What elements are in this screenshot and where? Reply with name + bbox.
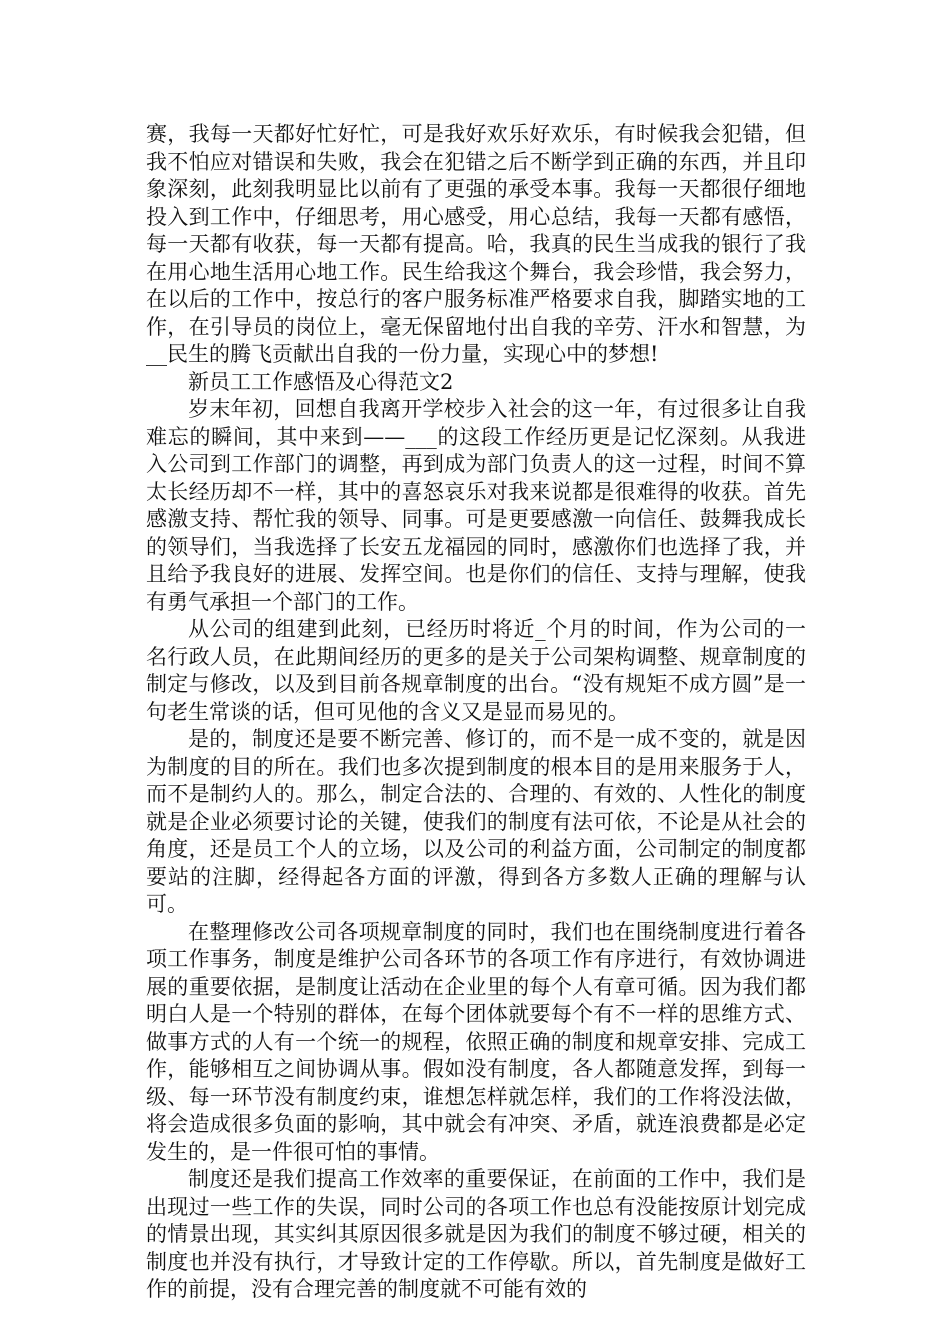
paragraph-5: 制度还是我们提高工作效率的重要保证，在前面的工作中，我们是出现过一些工作的失误，同时公司的各项工作也总有没能按原计划完成的情景出现，其实纠其原因很多就是因为我们的制度不够过硬，相关的制度也并没有执行，才导致计定的工作停歇。所以，首先制度是做好工作的前提，没有合理完善的制度就不可能有效的 (146, 1167, 806, 1301)
section-heading: 新员工工作感悟及心得范文2 (188, 369, 454, 394)
document-body (146, 121, 806, 1304)
paragraph-4: 在整理修改公司各项规章制度的同时，我们也在围绕制度进行着各项工作事务，制度是维护公司各环节的各项工作有序进行，有效协调进展的重要依据，是制度让活动在企业里的每个人有章可循。因为我们都明白人是一个特别的群体，在每个团体就要每个有不一样的思维方式、做事方式的人有一个统一的规程，依照正确的制度和规章安排、完成工作，能够相互之间协调从事。假如没有制度，各人都随意发挥，到每一级、每一环节没有制度约束，谁想怎样就怎样，我们的工作将没法做，将会造成很多负面的影响，其中就会有冲突、矛盾，就连浪费都是必定发生的，是一件很可怕的事情。 (146, 919, 806, 1164)
paragraph-1: 岁末年初，回想自我离开学校步入社会的这一年，有过很多让自我难忘的瞬间，其中来到——___的这段工作经历更是记忆深刻。从我进入公司到工作部门的调整，再到成为部门负责人的这一过程，时间不算太长经历却不一样，其中的喜怒哀乐对我来说都是很难得的收获。首先感激支持、帮忙我的领导、同事。可是更要感激一向信任、鼓舞我成长的领导们，当我选择了长安五龙福园的同时，感激你们也选择了我，并且给予我良好的进展、发挥空间。也是你们的信任、支持与理解，使我有勇气承担一个部门的工作。 (146, 397, 806, 614)
paragraph-2: 从公司的组建到此刻，已经历时将近_个月的时间，作为公司的一名行政人员，在此期间经历的更多的是关于公司架构调整、规章制度的制定与修改，以及到目前各规章制度的出台。“没有规矩不成方圆”是一句老生常谈的话，但可见他的含义又是显而易见的。 (146, 617, 806, 724)
paragraph-3: 是的，制度还是要不断完善、修订的，而不是一成不变的，就是因为制度的目的所在。我们也多次提到制度的根本目的是用来服务于人，而不是制约人的。那么，制定合法的、合理的、有效的、人性化的制度就是企业必须要讨论的关键，使我们的制度有法可依，不论是从社会的角度，还是员工个人的立场，以及公司的利益方面，公司制定的制度都要站的注脚，经得起各方面的评激，得到各方多数人正确的理解与认可。 (146, 727, 806, 916)
paragraph-continued: 赛，我每一天都好忙好忙，可是我好欢乐好欢乐，有时候我会犯错，但我不怕应对错误和失败，我会在犯错之后不断学到正确的东西，并且印象深刻，此刻我明显比以前有了更强的承受本事。我每一天都很仔细地投入到工作中，仔细思考，用心感受，用心总结，我每一天都有感悟，每一天都有收获，每一天都有提高。哈，我真的民生当成我的银行了我在用心地生活用心地工作。民生给我这个舞台，我会珍惜，我会努力，在以后的工作中，按总行的客户服务标准严格要求自我，脚踏实地的工作，在引导员的岗位上，毫无保留地付出自我的辛劳、汗水和智慧，为__民生的腾飞贡献出自我的一份力量，实现心中的梦想! (146, 122, 806, 366)
